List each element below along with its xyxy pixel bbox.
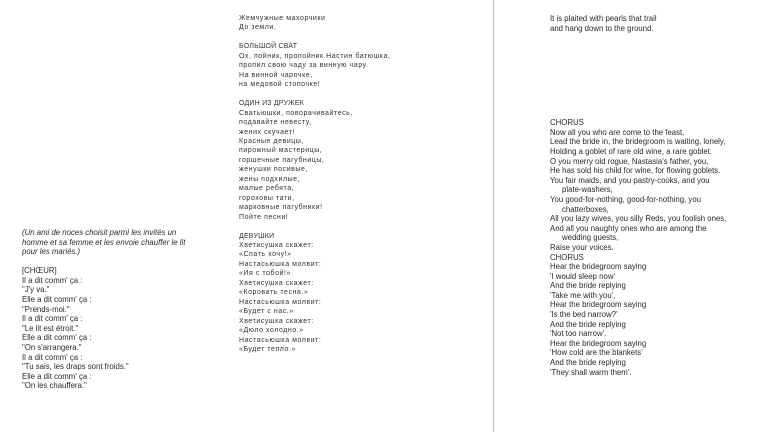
verse-line: жених скучает! — [239, 128, 295, 136]
verse-line: Пойте песни! — [239, 213, 289, 221]
verse-line: "Tu sais, les draps sont froids." — [22, 362, 129, 372]
verse-line: «Дюло холодно.» — [239, 327, 304, 335]
french-chorus — [22, 266, 222, 391]
russian-block-1 — [239, 14, 390, 33]
verse-line: горшечные пагубницы, — [239, 156, 325, 164]
verse-line: And the bride replying — [550, 358, 626, 368]
speaker-heading: ДЕВУШКИ — [239, 232, 275, 240]
speaker-heading: БОЛЬШОЙ СВАТ — [239, 43, 298, 51]
verse-line: 'Not too narrow'. — [550, 329, 607, 339]
verse-line: and hang down to the ground. — [550, 23, 654, 33]
speaker-heading: ОДИН ИЗ ДРУЖЕК — [239, 100, 304, 108]
verse-line: chatterboxes, — [562, 204, 609, 214]
verse-line: Elle a dit comm' ça : — [22, 371, 92, 381]
verse-line: Raise your voices. — [550, 242, 614, 252]
verse-line: "On s'arrangera." — [22, 343, 82, 353]
verse-line: Il a dit comm' ça : — [22, 352, 83, 362]
stage-direction-line: (Un ami de noces choisit parmi les invités un — [22, 228, 177, 237]
verse-line: Hear the bridegroom saying — [550, 338, 647, 348]
chorus-1-lines — [550, 128, 726, 253]
verse-line: "Prends-moi." — [22, 304, 70, 314]
verse-line: 'Is the bed narrow?' — [550, 310, 618, 320]
verse-line: 'Take me with you', — [550, 290, 616, 300]
verse-line: "Le lit est étroit." — [22, 323, 79, 333]
chorus-heading: CHORUS — [550, 118, 584, 128]
english-chorus-1 — [550, 118, 726, 252]
french-chorus-heading: [CHŒUR] — [22, 266, 57, 276]
verse-line: Хветисушка скажет: — [239, 317, 314, 325]
stage-direction-line: homme et sa femme et les envoie chauffer le lit — [22, 237, 186, 247]
verse-line: женушки посивые, — [239, 166, 308, 174]
verse-line: Жемчужные махорчики — [239, 15, 326, 22]
verse-line: Hear the bridegroom saying — [550, 262, 647, 272]
verse-line: До земли. — [239, 24, 277, 32]
verse-line: Сватьюшки, поворачивайтесь, — [239, 109, 353, 117]
verse-line: Хветисушка скажет: — [239, 242, 314, 250]
verse-line: марковные пагубники! — [239, 204, 323, 212]
verse-line: "J'y va." — [22, 285, 50, 295]
verse-line: He has sold his child for wine, for flowing goblets. — [550, 166, 721, 176]
verse-line: Красные девицы, — [239, 137, 304, 145]
verse-line: All you lazy wives, you silly Reds, you foolish ones, — [550, 214, 727, 224]
french-stage-direction — [22, 228, 222, 257]
verse-line: O you merry old rogue, Nastasia's father, you, — [550, 156, 709, 166]
page-divider — [493, 0, 494, 432]
verse-line: Holding a goblet of rare old wine, a rare goblet. — [550, 146, 713, 156]
verse-line: Настасьюшка молвит: — [239, 298, 322, 306]
verse-line: «Ия с тобой!» — [239, 270, 291, 278]
verse-line: And all you naughty ones who are among the — [550, 223, 707, 233]
russian-block-3 — [239, 99, 390, 222]
verse-line: Il a dit comm' ça : — [22, 314, 83, 324]
verse-line: Elle a dit comm' ça : — [22, 295, 92, 305]
verse-line: пирожный мастерицы, — [239, 147, 323, 155]
english-column — [550, 14, 726, 377]
verse-line: «Будет с нас.» — [239, 308, 294, 316]
verse-line: Хветисушка скажет: — [239, 279, 314, 287]
english-chorus-2 — [550, 253, 726, 378]
chorus-heading: CHORUS — [550, 252, 584, 262]
verse-line: plate-washers, — [562, 185, 613, 195]
verse-line: 'I would sleep now' — [550, 271, 615, 281]
verse-line: You fair maids, and you pastry-cooks, and you — [550, 175, 710, 185]
english-intro — [550, 14, 726, 33]
verse-line: «Коровать тесна.» — [239, 289, 309, 297]
verse-line: wedding guests, — [562, 233, 619, 243]
verse-line: На винной чарочке, — [239, 71, 313, 79]
verse-line: Ох, пойник, пропойник Настин батюшка, — [239, 52, 391, 60]
verse-line: Hear the bridegroom saying — [550, 300, 647, 310]
verse-line: "On les chauffera." — [22, 381, 87, 391]
verse-line: 'How cold are the blankets' — [550, 348, 643, 358]
verse-line: «Будет тепло.» — [239, 346, 296, 353]
verse-line: Now all you who are come to the feast, — [550, 127, 685, 137]
verse-line: «Спать хочу!» — [239, 251, 292, 259]
verse-line: And the bride replying — [550, 281, 626, 291]
verse-line: Настасьюшка молвит: — [239, 336, 322, 344]
verse-line: Lead the bride in, the bridegroom is waiting, lonely, — [550, 137, 726, 147]
verse-line: And the bride replying — [550, 319, 626, 329]
verse-line: подавайте невесту, — [239, 119, 312, 127]
russian-block-4 — [239, 232, 390, 355]
verse-line: малые ребята, — [239, 185, 295, 193]
verse-line: на медовой стопочке! — [239, 81, 321, 89]
verse-line: You good-for-nothing, good-for-nothing, you — [550, 194, 701, 204]
russian-block-2 — [239, 42, 390, 89]
verse-line: пропил свою чаду за винную чару. — [239, 62, 369, 70]
verse-line: Il a dit comm' ça : — [22, 275, 83, 285]
russian-column — [239, 14, 390, 354]
verse-line: It is plaited with pearls that trail — [550, 14, 657, 23]
verse-line: 'They shall warm them'. — [550, 367, 632, 377]
verse-line: Настасьюшка молвит: — [239, 260, 322, 268]
verse-line: жены подхилые, — [239, 175, 301, 183]
verse-line: гороховы тати, — [239, 194, 295, 202]
stage-direction-line: pour les mariés.) — [22, 247, 81, 257]
french-column — [22, 228, 222, 391]
verse-line: Elle a dit comm' ça : — [22, 333, 92, 343]
